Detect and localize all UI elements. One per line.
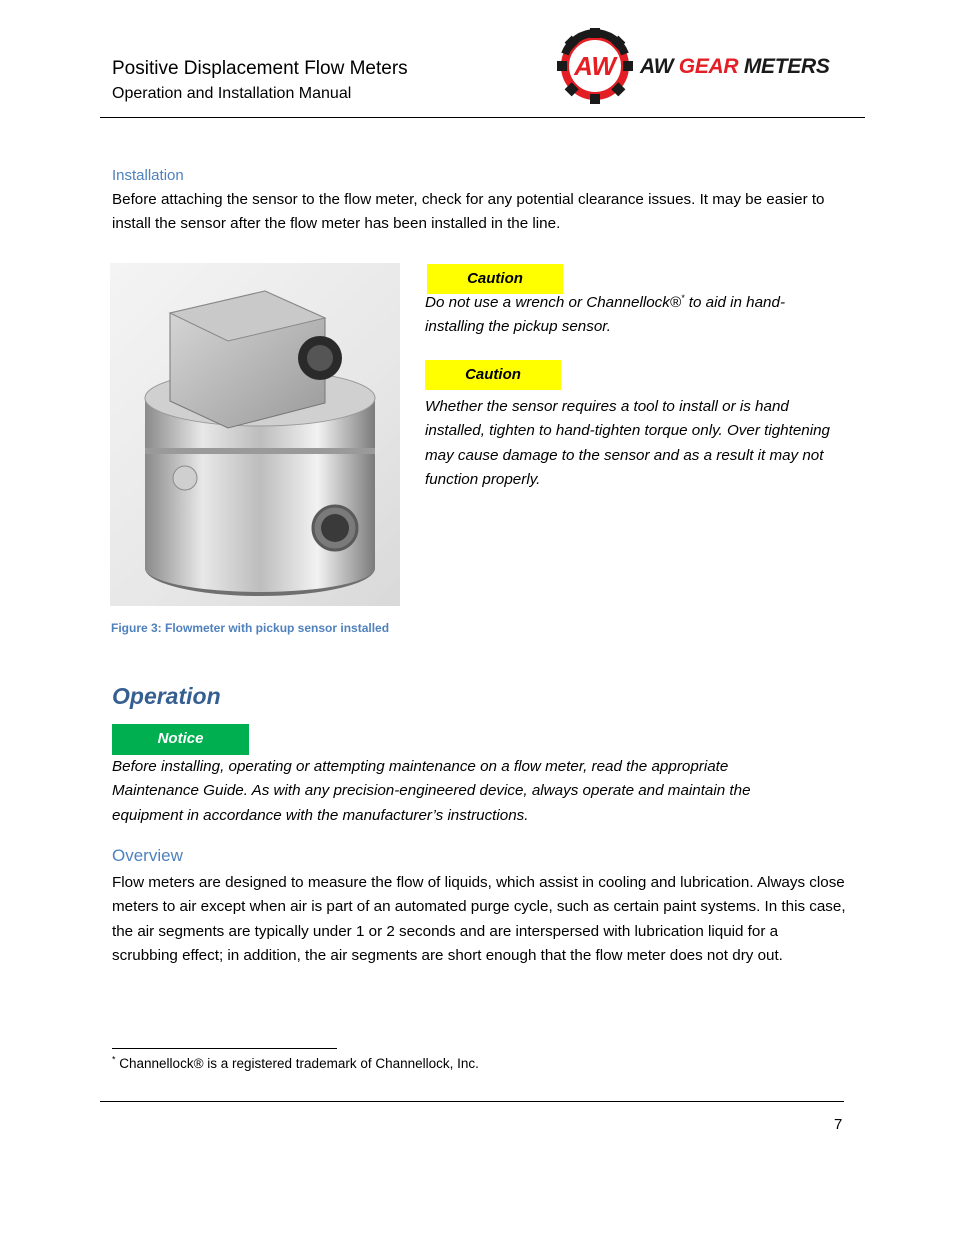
logo-wordmark: AW GEAR METERS [640, 55, 830, 78]
footnote-rule [112, 1048, 337, 1049]
caution-badge: Caution [425, 360, 561, 390]
document-subtitle: Operation and Installation Manual [112, 85, 352, 102]
notice-badge: Notice [112, 724, 249, 755]
figure-caption: Figure 3: Flowmeter with pickup sensor installed [111, 621, 390, 635]
overview-paragraph: Flow meters are designed to measure the flow of liquids, which assist in cooling and lubrication. Always close meters to air except when air is part of an automated purge cycle, such as certain paint systems. In this case, the air segments are typically under 1 or 2 seconds and are interspersed with lubrication liquid for a scrubbing effect; in addition, the air segments are short enough that the flow meter does not dry out. [112, 874, 846, 964]
footer-rule [100, 1101, 844, 1102]
document-title: Positive Displacement Flow Meters [112, 58, 408, 79]
overview-heading: Overview [112, 846, 183, 865]
page-number: 7 [834, 1116, 843, 1133]
caution-text: Whether the sensor requires a tool to install or is hand installed, tighten to hand-tighten torque only. Over tightening may cause damage to the sensor and as a result it may not function properly. [425, 398, 830, 488]
gear-logo-icon [557, 27, 637, 105]
flowmeter-photo [110, 263, 400, 606]
footnote: * Channellock® is a registered trademark of Channellock, Inc. [112, 1054, 479, 1071]
installation-paragraph: Before attaching the sensor to the flow meter, check for any potential clearance issues. It may be easier to install the sensor after the flow meter has been installed in the line. [112, 191, 825, 233]
header-rule [100, 117, 865, 118]
installation-heading: Installation [112, 167, 184, 184]
operation-heading: Operation [112, 683, 221, 709]
notice-text: Before installing, operating or attempting maintenance on a flow meter, read the appropriate Maintenance Guide. As with any precision-engineered device, always operate and maintain the equipment in accordance with the manufacturer’s instructions. [112, 758, 751, 824]
caution-text: Do not use a wrench or Channellock®* to aid in hand-installing the pickup sensor. [425, 292, 786, 336]
svg-text:AW: AW [574, 51, 616, 81]
caution-badge: Caution [427, 264, 563, 294]
